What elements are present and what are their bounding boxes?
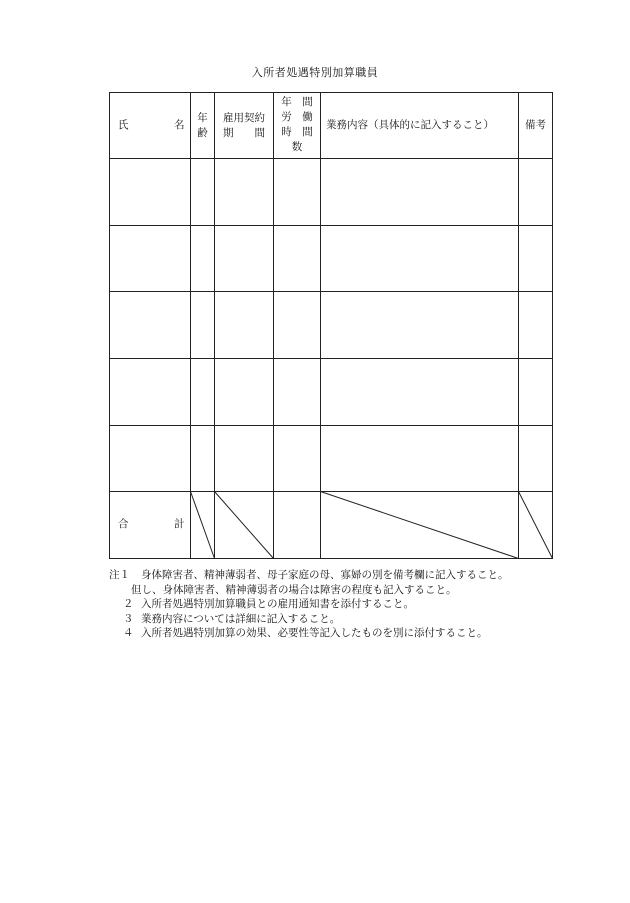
note-text: 入所者処遇特別加算職員との雇用通知書を添付すること。 <box>141 598 414 611</box>
note-item <box>109 568 579 583</box>
note-label: ３ <box>123 612 134 625</box>
total-label-last: 計 <box>174 518 185 530</box>
note-text: 入所者処遇特別加算の効果、必要性等記入したものを別に添付すること。 <box>141 627 488 640</box>
header-contract-bottom: 期 間 <box>223 127 265 139</box>
note-item <box>109 597 579 612</box>
header-name-first: 氏 <box>118 119 129 131</box>
document-title: 入所者処遇特別加算職員 <box>251 66 379 79</box>
remarks-total-strike <box>519 492 553 559</box>
note-text: 身体障害者、精神薄弱者、母子家庭の母、寡婦の別を備考欄に記入すること。 <box>141 569 509 581</box>
header-duties: 業務内容（具体的に記入すること） <box>326 119 494 131</box>
header-age-bottom: 齢 <box>197 127 208 139</box>
header-remarks: 備考 <box>525 119 546 131</box>
note-item <box>109 626 579 641</box>
header-hours-line1: 年 間 <box>281 96 313 108</box>
contract-total-strike <box>215 492 274 559</box>
note-label: 注１ <box>109 569 130 581</box>
total-label-first: 合 <box>118 518 129 530</box>
header-age-top: 年 <box>197 112 208 124</box>
note-label: ４ <box>123 627 134 640</box>
duties-total-strike <box>321 492 519 559</box>
header-hours-line4: 数 <box>291 141 303 153</box>
header-contract-top: 雇用契約 <box>223 112 265 124</box>
age-total-strike <box>191 492 215 559</box>
header-hours-line3: 時 間 <box>281 126 313 138</box>
note-text: 業務内容については詳細に記入すること。 <box>141 612 341 625</box>
note-text: 但し、身体障害者、精神薄弱者の場合は障害の程度も記入すること。 <box>131 583 457 596</box>
note-label: ２ <box>123 598 134 611</box>
header-name-last: 名 <box>174 119 185 131</box>
notes-section <box>109 568 579 641</box>
note-item <box>109 612 579 627</box>
note-item <box>109 583 579 598</box>
table-outer-border <box>110 93 553 559</box>
header-hours-line2: 労 働 <box>281 111 313 123</box>
